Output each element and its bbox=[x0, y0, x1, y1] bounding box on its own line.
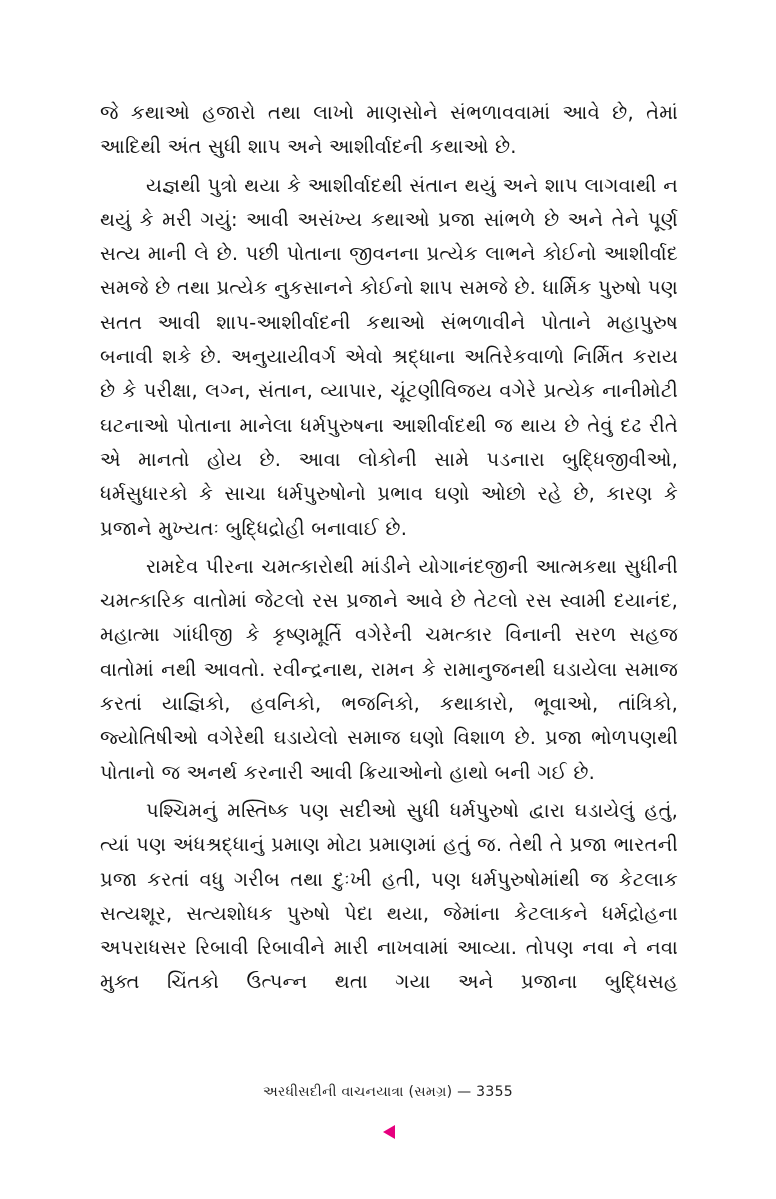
paragraph-4: પશ્ચિમનું મસ્તિષ્ક પણ સદીઓ સુધી ધર્મપુરુષો દ્વારા ઘડાયેલું હતું, ત્યાં પણ અંધશ્રદ્ધાનું પ્રમાણ મોટા પ્રમાણમાં હતું જ. તેથી તે પ્રજા ભારતની પ્રજા કરતાં વધુ ગરીબ તથા દુઃખી હતી, પણ ધર્મપુરુષોમાંથી જ કેટલાક સત્યશૂર, સત્યશોધક પુરુષો પેદા થયા, જેમાંના કેટલાકને ધર્મદ્રોહના અપરાધસર રિબાવી રિબાવીને મારી નાખવામાં આવ્યા. તોપણ નવા ને નવા મુક્ત ચિંતકો ઉત્પન્ન થતા ગયા અને પ્રજાના બુદ્ધિસહ bbox=[100, 798, 678, 994]
page-footer: અરધીસદીની વાચનયાત્રા (સમગ્ર) — 3355 bbox=[262, 1084, 514, 1100]
paragraph-2: યજ્ઞથી પુત્રો થયા કે આશીર્વાદથી સંતાન થયું અને શાપ લાગવાથી ન થયું કે મરી ગયું: આવી અસંખ્ય કથાઓ પ્રજા સાંભળે છે અને તેને પૂર્ણ સત્ય માની લે છે. પછી પોતાના જીવનના પ્રત્યેક લાભને કોઈનો આશીર્વાદ સમજે છે તથા પ્રત્યેક નુકસાનને કોઈનો શાપ સમજે છે. ધાર્મિક પુરુષો પણ સતત આવી શાપ-આશીર્વાદની કથાઓ સંભળાવીને પોતાને મહાપુરુષ બનાવી શકે છે. અનુયાયીવર્ગ એવો શ્રદ્ધાના અતિરેકવાળો નિર્મિત કરાય છે કે પરીક્ષા, લગ્ન, સંતાન, વ્યાપાર, ચૂંટણીવિજય વગેરે પ્રત્યેક નાનીમોટી ઘટનાઓ પોતાના માનેલા ધર્મપુરુષના આશીર્વાદથી જ થાય છે તેવું દઢ રીતે એ માનતો હોય છે. આવા લોકોની સામે પડનારા બુદ્ધિજીવીઓ, ધર્મસુધારકો કે સાચા ધર્મપુરુષોનો પ્રભાવ ઘણો ઓછો રહે છે, કારણ કે પ્રજાને મુખ્યતઃ બુદ્ધિદ્રોહી બનાવાઈ છે. bbox=[100, 173, 678, 540]
paragraph-3: રામદેવ પીરના ચમત્કારોથી માંડીને યોગાનંદજીની આત્મકથા સુધીની ચમત્કારિક વાતોમાં જેટલો રસ પ્રજાને આવે છે તેટલો રસ સ્વામી દયાનંદ, મહાત્મા ગાંધીજી કે કૃષ્ણમૂર્તિ વગેરેની ચમત્કાર વિનાની સરળ સહજ વાતોમાં નથી આવતો. રવીન્દ્રનાથ, રામન કે રામાનુજનથી ઘડાયેલા સમાજ કરતાં યાજ્ઞિકો, હવનિકો, ભજનિકો, કથાકારો, ભૂવાઓ, તાંત્રિકો, જ્યોતિષીઓ વગેરેથી ઘડાયેલો સમાજ ઘણો વિશાળ છે. પ્રજા ભોળપણથી પોતાનો જ અનર્થ કરનારી આવી ક્રિયાઓનો હાથો બની ગઈ છે. bbox=[100, 554, 678, 784]
previous-page-arrow-icon[interactable] bbox=[383, 1125, 395, 1139]
page-body bbox=[100, 96, 678, 1000]
paragraph-1: જે કથાઓ હજારો તથા લાખો માણસોને સંભળાવવામાં આવે છે, તેમાં આદિથી અંત સુધી શાપ અને આશીર્વાદની કથાઓ છે. bbox=[100, 101, 678, 159]
